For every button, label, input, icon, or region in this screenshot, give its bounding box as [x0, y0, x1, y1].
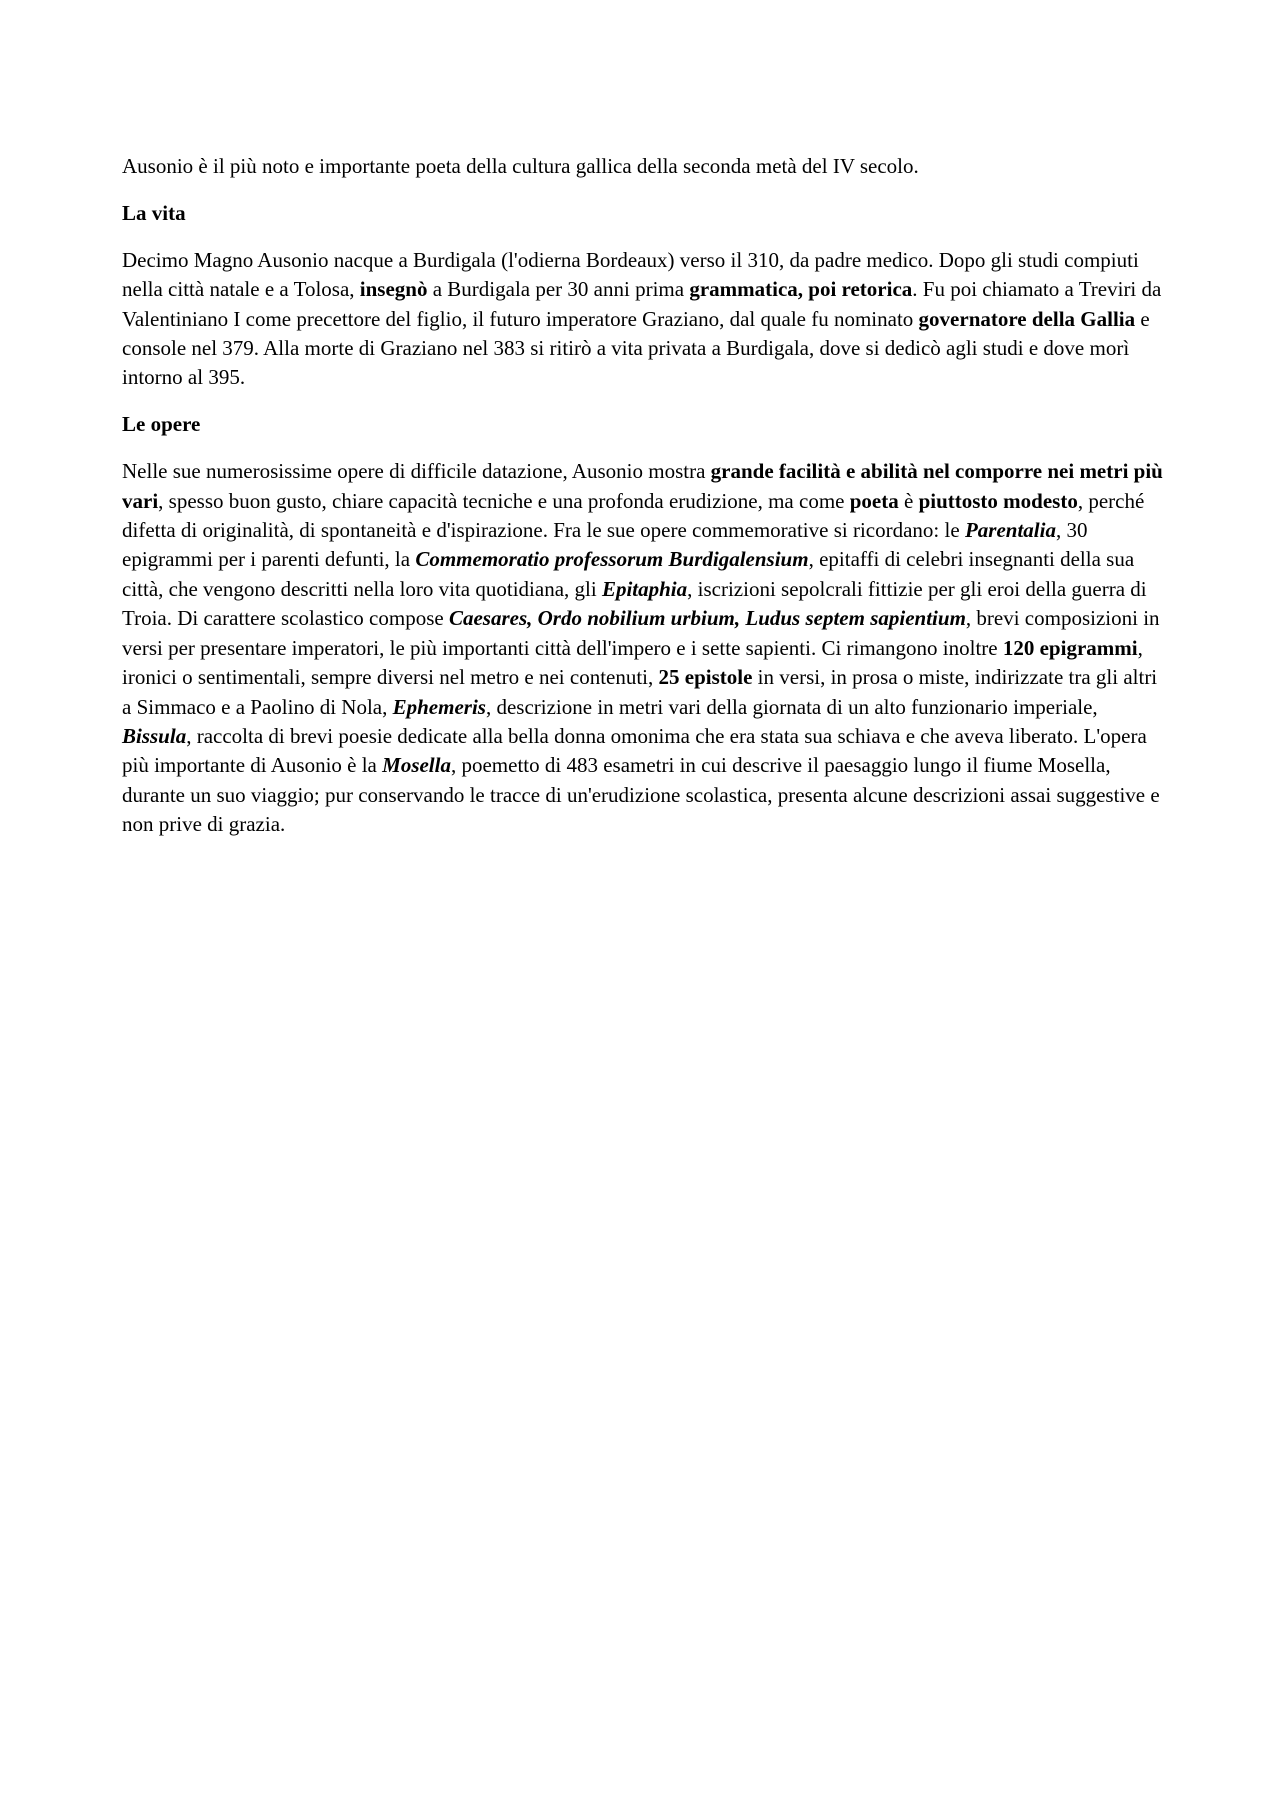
work-title — [382, 753, 451, 777]
text-run: Decimo Magno Ausonio nacque a Burdigala (l'odierna Bordeaux) verso il 310, da padre medico. Dopo gli studi compiuti nella città natale e a Tolosa, — [122, 247, 1139, 302]
bold-run: governatore della Gallia — [918, 306, 1136, 331]
text-run: è — [898, 488, 919, 513]
text-run: , spesso buon gusto, chiare capacità tecniche e una profonda erudizione, ma come — [158, 488, 850, 513]
paragraph-opere — [122, 457, 1168, 839]
text-run: , perché difetta di originalità, di spontaneità e d'ispirazione. Fra le sue opere commemorative si ricordano: le — [122, 488, 1145, 543]
text-run: , ironici o sentimentali, sempre diversi nel metro e nei contenuti, — [122, 635, 1143, 690]
text-run: a Burdigala per 30 anni prima — [427, 277, 690, 302]
text-run: , epitaffi di celebri insegnanti della sua città, che vengono descritti nella loro vita quotidiana, gli — [122, 547, 1135, 601]
text-run: , poemetto di 483 esametri in cui descrive il paesaggio lungo il fiume Mosella, durante un suo viaggio; pur conservando le tracce di un'erudizione scolastica, presenta alcune descrizioni assai suggestive e non prive di grazia. — [122, 753, 1160, 837]
text-run: Nelle sue numerosissime opere di difficile datazione, Ausonio mostra — [122, 459, 711, 484]
work-title — [449, 606, 966, 630]
text-run: , descrizione in metri vari della giornata di un alto funzionario imperiale, — [485, 694, 1098, 719]
work-title — [965, 518, 1056, 542]
work-title — [122, 724, 186, 748]
work-title-italic: Parentalia — [964, 518, 1056, 543]
bold-run: grande facilità e abilità nel comporre nei metri più vari — [122, 459, 1163, 513]
text-run: , iscrizioni sepolcrali fittizie per gli eroi della guerra di Troia. Di carattere scolastico compose — [122, 576, 1147, 631]
text-run: e console nel 379. Alla morte di Graziano nel 383 si ritirò a vita privata a Burdigala, dove si dedicò agli studi e dove morì intorno al 395. — [122, 306, 1150, 390]
bold-run: grammatica, poi retorica — [689, 277, 913, 302]
work-title — [393, 695, 486, 719]
text-run: in versi, in prosa o miste, indirizzate tra gli altri a Simmaco e a Paolino di Nola, — [122, 665, 1158, 719]
paragraph-vita — [122, 246, 1168, 393]
work-title — [415, 547, 808, 571]
bold-run: poeta — [849, 488, 899, 513]
work-title-italic: Bissula — [122, 723, 187, 748]
work-title-italic: Epitaphia — [601, 576, 688, 601]
heading-opere: Le opere — [122, 412, 201, 437]
bold-run: insegnò — [359, 277, 428, 302]
bold-run: piuttosto modesto — [918, 488, 1078, 513]
work-title-italic: Mosella — [382, 753, 451, 778]
intro-paragraph: Ausonio è il più noto e importante poeta della cultura gallica della seconda metà del IV secolo. — [122, 154, 919, 178]
document-page — [122, 152, 1168, 857]
heading-vita: La vita — [122, 200, 186, 225]
work-title-italic: Commemoratio professorum Burdigalensium — [415, 547, 809, 572]
work-title-italic: Ephemeris — [392, 694, 486, 719]
work-title — [602, 577, 687, 601]
text-run: , 30 epigrammi per i parenti defunti, la — [122, 518, 1088, 572]
bold-run: 120 epigrammi — [1002, 635, 1138, 660]
bold-run: 25 epistole — [658, 665, 753, 690]
text-run: , raccolta di brevi poesie dedicate alla bella donna omonima che era stata sua schiava e che aveva liberato. L'opera più importante di Ausonio è la — [122, 723, 1147, 778]
text-run: . Fu poi chiamato a Treviri da Valentiniano I come precettore del figlio, il futuro imperatore Graziano, dal quale fu nominato — [122, 277, 1162, 331]
text-run: , brevi composizioni in versi per presentare imperatori, le più importanti città dell'impero e i sette sapienti. Ci rimangono inoltre — [122, 606, 1160, 660]
work-title-italic: Caesares, Ordo nobilium urbium, Ludus septem sapientium — [448, 606, 966, 631]
